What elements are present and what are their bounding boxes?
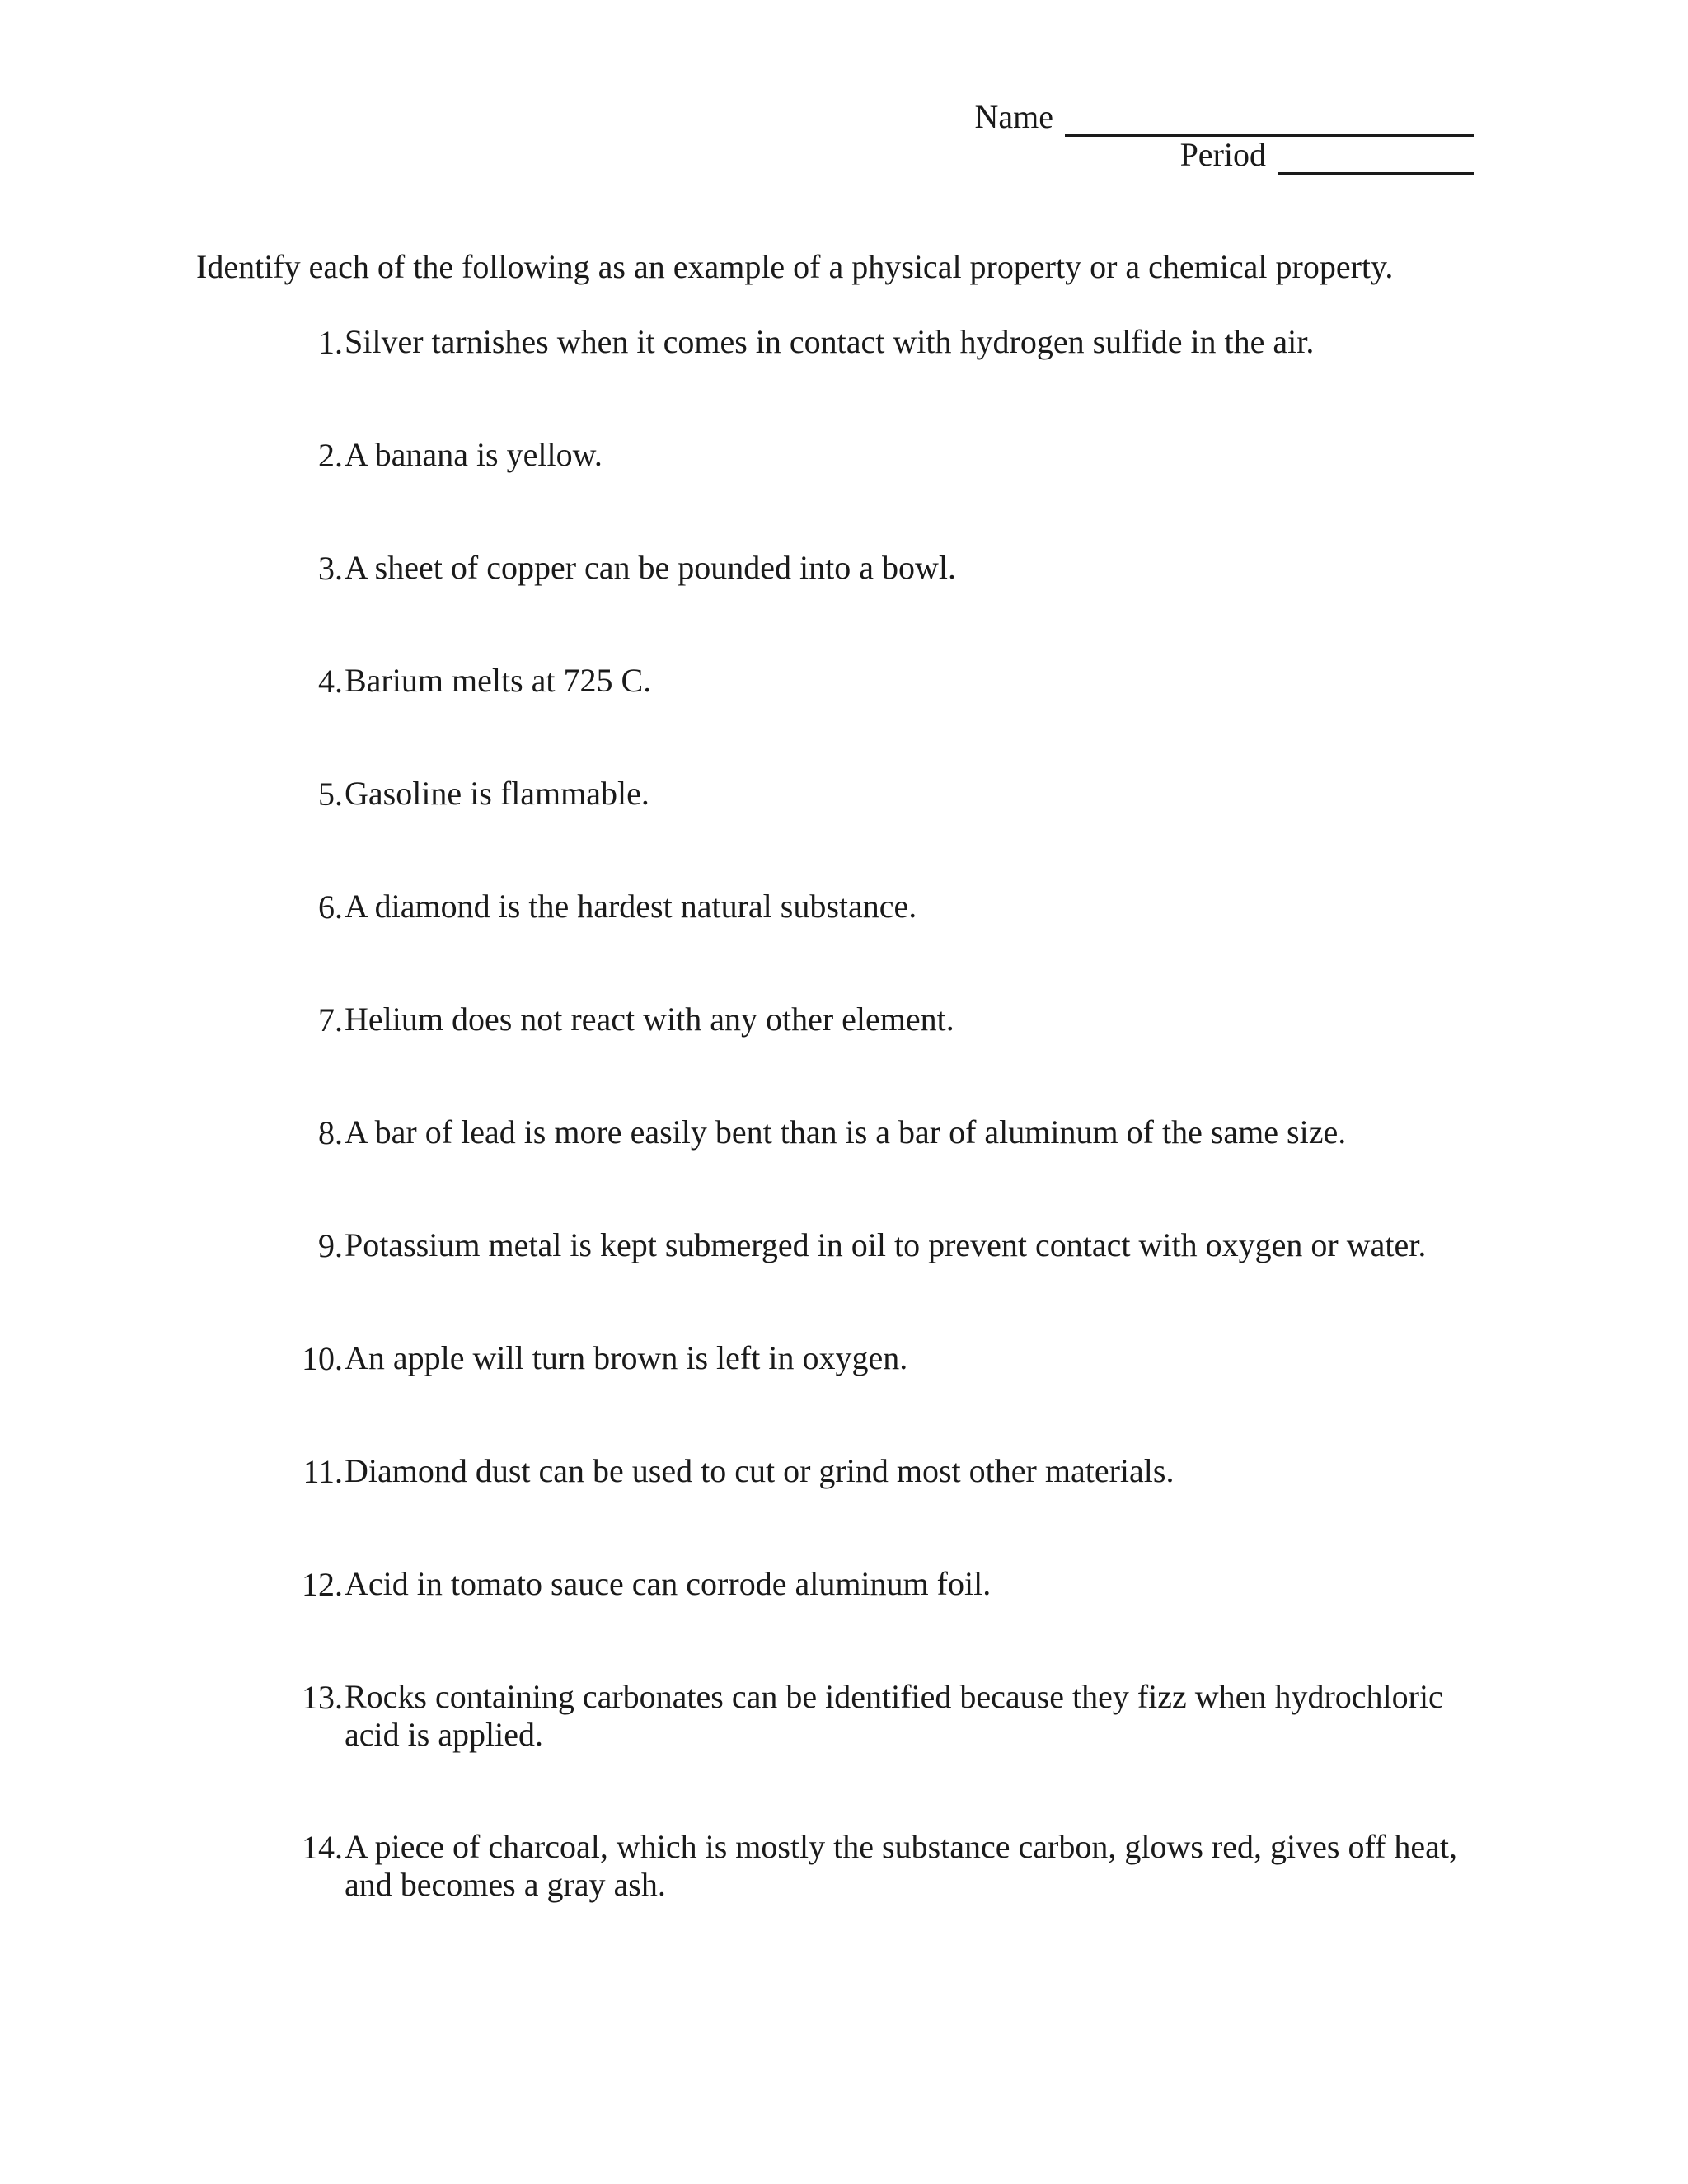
question-text: A banana is yellow. [345, 436, 603, 473]
question-text: Silver tarnishes when it comes in contact with hydrogen sulfide in the air. [345, 323, 1315, 360]
question-text: Diamond dust can be used to cut or grind most other materials. [345, 1452, 1175, 1489]
period-blank[interactable] [1278, 141, 1474, 175]
question-number: 11. [302, 1453, 343, 1490]
name-label: Name [974, 98, 1053, 135]
question-text: A diamond is the hardest natural substance. [345, 888, 917, 925]
question-number: 6. [318, 888, 343, 926]
question-number: 1. [318, 324, 343, 361]
question-number: 3. [318, 550, 343, 587]
question-number: 4. [318, 663, 343, 700]
question-text: A sheet of copper can be pounded into a bowl. [345, 549, 957, 586]
question-number: 8. [318, 1114, 343, 1151]
question-number: 9. [318, 1227, 343, 1264]
question-text: Rocks containing carbonates can be identified because they fizz when hydrochloric acid is applied. [345, 1678, 1443, 1753]
question-text: Acid in tomato sauce can corrode aluminum foil. [345, 1565, 992, 1602]
question-text: An apple will turn brown is left in oxygen. [345, 1339, 908, 1376]
question-text: Helium does not react with any other element. [345, 1001, 954, 1038]
question-text: A bar of lead is more easily bent than is a bar of aluminum of the same size. [345, 1113, 1347, 1151]
question-number: 14. [302, 1829, 343, 1866]
name-field [974, 97, 1474, 137]
question-text: A piece of charcoal, which is mostly the substance carbon, glows red, gives off heat, and becomes a gray ash. [345, 1828, 1457, 1903]
question-number: 12. [302, 1566, 343, 1603]
question-text: Barium melts at 725 C. [345, 662, 652, 699]
period-field [1180, 135, 1474, 175]
question-number: 2. [318, 437, 343, 474]
question-number: 7. [318, 1001, 343, 1038]
question-number: 10. [302, 1340, 343, 1377]
instructions: Identify each of the following as an example of a physical property or a chemical property. [196, 248, 1394, 285]
period-label: Period [1179, 136, 1266, 173]
question-number: 13. [302, 1679, 343, 1716]
name-blank[interactable] [1065, 103, 1474, 137]
question-number: 5. [318, 776, 343, 813]
question-text: Potassium metal is kept submerged in oil to prevent contact with oxygen or water. [345, 1226, 1427, 1263]
question-text: Gasoline is flammable. [345, 775, 649, 812]
